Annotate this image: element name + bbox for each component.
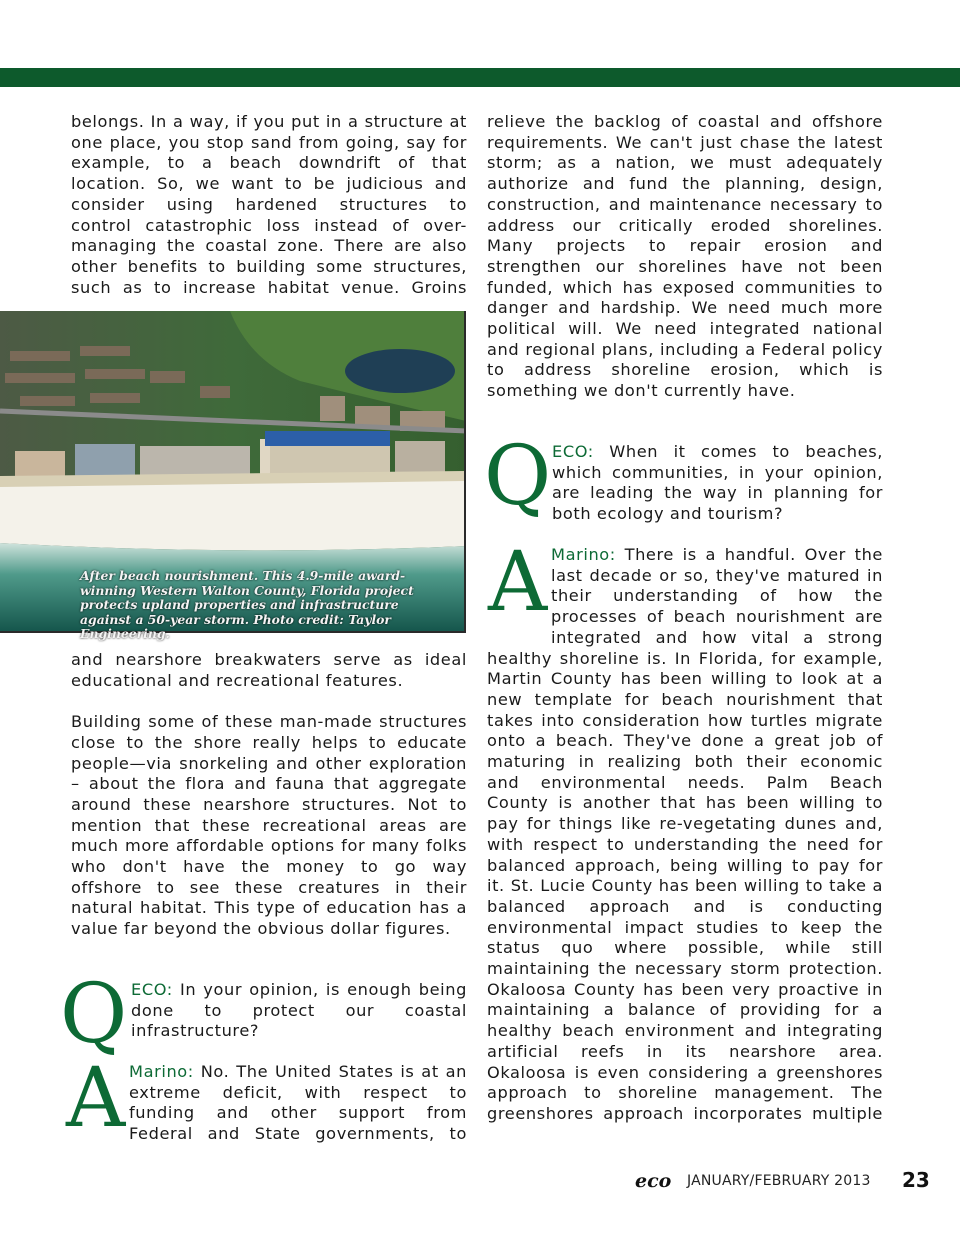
photo-caption: After beach nourishment. This 4.9-mile award-winning Western Walton County, Florida project protects upland properties and infrastructure against a 50-year storm. Photo credit: Taylor Engineering. — [80, 568, 414, 642]
left-column-top — [71, 112, 467, 298]
dropcap-spacer — [487, 545, 551, 628]
right-answer-block — [487, 545, 883, 1125]
left-column-bottom — [71, 650, 467, 940]
right-question — [552, 442, 883, 525]
marino-label: Marino: — [551, 545, 616, 564]
left-question-text: In your opinion, is enough being done to protect our coastal infrastructure? — [131, 980, 467, 1041]
left-question-block — [131, 980, 467, 1042]
dropcap-q-left: Q — [60, 967, 128, 1062]
page-footer — [600, 1168, 940, 1198]
right-column-top — [487, 112, 883, 402]
left-answer-text: No. The United States is at an extreme deficit, with respect to funding and other support from Federal and State governments, to — [129, 1062, 467, 1144]
page-number: 23 — [902, 1168, 930, 1192]
right-answer — [487, 545, 883, 1125]
eco-label: ECO: — [131, 980, 173, 999]
right-question-text: When it comes to beaches, which communities, in your opinion, are leading the way in planning for both ecology and tourism? — [552, 442, 883, 524]
left-paragraph-1: belongs. In a way, if you put in a structure at one place, you stop sand from going, say for example, to a beach downdrift of that location. So, we want to be judicious and consider using hardened structures to control catastrophic loss instead of over-managing the coastal zone. There are also other benefits to building some structures, such as to increase habitat venue. Groins — [71, 112, 467, 297]
right-paragraph-1: relieve the backlog of coastal and offshore requirements. We can't just chase the latest storm; as a nation, we must adequately authorize and fund the planning, design, construction, and maintenance necessary to address our critically eroded shorelines. Many projects to repair erosion and strengthen our shorelines have not been funded, which has exposed communities to danger and hardship. We need much more political will. We need integrated national and regional plans, including a Federal policy to address shoreline erosion, which is something we don't currently have. — [487, 112, 883, 401]
right-answer-text: There is a handful. Over the last decade or so, they've matured in their understanding of how the processes of beach nourishment are integrated and how vital a strong healthy shoreline is. In Florida, for example, Martin County has been willing to look at a new template for beach nourishment that takes into consideration how turtles migrate onto a beach. They've done a great job of maturing in realizing both their economic and environmental needs. Palm Beach County is another that has been willing to pay for things like re-vegetating dunes and, with respect to understanding the need for balanced approach, being willing to pay for it. St. Lucie County has been willing to take a balanced approach and is conducting environmental impact studies to keep the status quo where possible, while still maintaining the necessary storm protection. Okaloosa County has been very proactive in maintaining a balance of providing for a healthy beach environment and integrating artificial reefs in its nearshore area. Okaloosa is even considering a greenshores approach to shoreline management. The greenshores approach incorporates multiple — [487, 545, 883, 1123]
left-paragraph-2: and nearshore breakwaters serve as ideal educational and recreational features. — [71, 650, 467, 690]
header-color-bar — [0, 68, 960, 87]
right-question-block — [552, 442, 883, 525]
left-question — [131, 980, 467, 1042]
marino-label: Marino: — [129, 1062, 194, 1081]
dropcap-q-right: Q — [484, 429, 552, 524]
issue-date: JANUARY/FEBRUARY 2013 — [687, 1173, 871, 1189]
left-answer — [129, 1062, 467, 1145]
dropcap-a-left: A — [66, 1051, 126, 1146]
left-answer-block — [129, 1062, 467, 1145]
eco-logo: eco — [635, 1170, 672, 1192]
dropcap-a-right: A — [488, 535, 548, 630]
left-paragraph-3: Building some of these man-made structures close to the shore really helps to educate people—via snorkeling and other exploration – about the flora and fauna that aggregate around these nearshore structures. Not to mention that these recreational areas are much more affordable options for many folks who don't have the money to go way offshore to see these creatures in their natural habitat. This type of education has a value far beyond the obvious dollar figures. — [71, 712, 467, 939]
eco-label: ECO: — [552, 442, 594, 461]
